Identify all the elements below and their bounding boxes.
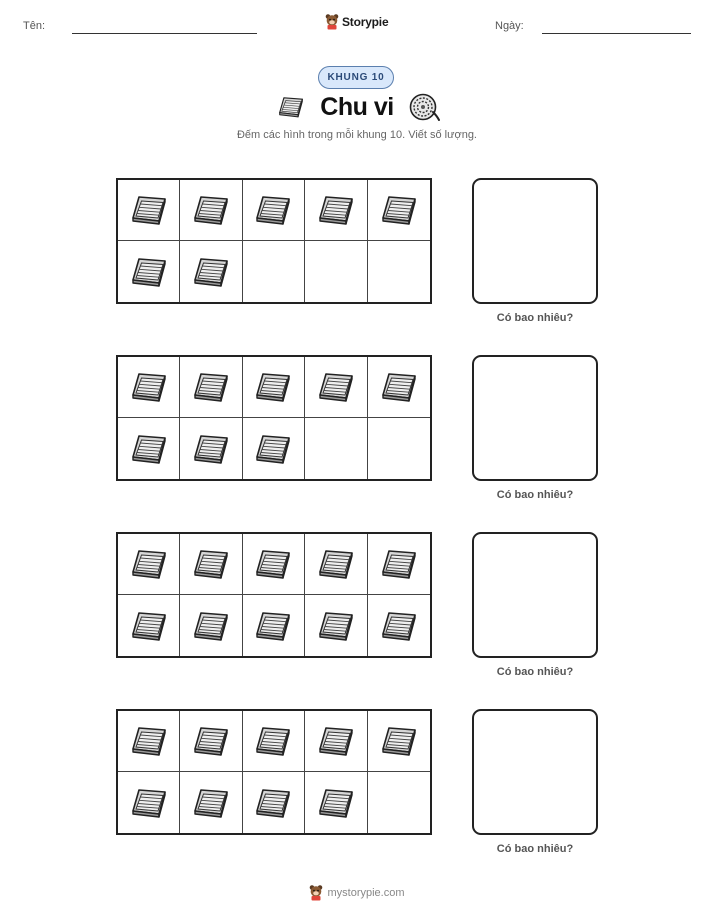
frame-cell: [305, 357, 367, 418]
frame-cell: [368, 772, 430, 833]
tray-icon: [249, 366, 297, 408]
frame-cell: [180, 534, 242, 595]
frame-cell: [305, 711, 367, 772]
tray-icon: [375, 605, 423, 647]
answer-box[interactable]: [472, 178, 598, 304]
frame-cell: [368, 241, 430, 302]
tray-icon: [249, 543, 297, 585]
frame-cell: [243, 595, 305, 656]
frame-cell: [243, 711, 305, 772]
tray-icon: [125, 366, 173, 408]
tray-icon: [125, 543, 173, 585]
instructions: Đếm các hình trong mỗi khung 10. Viết số lượng.: [236, 129, 477, 141]
tray-icon: [375, 366, 423, 408]
brand: [325, 13, 388, 30]
title-row: [0, 92, 714, 122]
tray-icon: [249, 605, 297, 647]
ten-frame: [116, 355, 432, 481]
answer-box[interactable]: [472, 355, 598, 481]
frame-cell: [243, 534, 305, 595]
frame-cell: [368, 595, 430, 656]
frame-cell: [118, 241, 180, 302]
tray-icon: [125, 428, 173, 470]
tray-icon: [249, 189, 297, 231]
name-line[interactable]: [72, 33, 257, 34]
frame-cell: [368, 711, 430, 772]
tray-icon: [187, 782, 235, 824]
frame-cell: [305, 534, 367, 595]
tray-icon: [187, 720, 235, 762]
tray-icon: [249, 720, 297, 762]
tray-icon: [187, 428, 235, 470]
tray-icon: [187, 189, 235, 231]
storypie-logo-icon: [309, 884, 323, 901]
frame-cell: [243, 357, 305, 418]
tray-icon: [125, 605, 173, 647]
answer-question: Có bao nhiêu?: [496, 489, 574, 501]
ten-frame: [116, 709, 432, 835]
answer-box[interactable]: [472, 532, 598, 658]
tray-icon: [375, 543, 423, 585]
frame-cell: [180, 772, 242, 833]
tray-icon: [125, 782, 173, 824]
frame-cell: [243, 241, 305, 302]
tray-icon: [312, 720, 360, 762]
frame-cell: [180, 180, 242, 241]
ten-frame: [116, 532, 432, 658]
tray-icon: [187, 366, 235, 408]
name-label: Tên:: [23, 20, 46, 32]
tray-icon: [125, 189, 173, 231]
date-line[interactable]: [542, 33, 691, 34]
frame-cell: [368, 357, 430, 418]
tray-icon: [312, 543, 360, 585]
answer-question: Có bao nhiêu?: [496, 666, 574, 678]
tray-icon: [274, 92, 308, 122]
frame-cell: [118, 711, 180, 772]
rope-coil-icon: [406, 92, 440, 122]
tray-icon: [375, 189, 423, 231]
frame-cell: [243, 180, 305, 241]
frame-cell: [305, 418, 367, 479]
frame-cell: [180, 241, 242, 302]
answer-box[interactable]: [472, 709, 598, 835]
frame-cell: [118, 418, 180, 479]
tray-icon: [187, 251, 235, 293]
ten-frame: [116, 178, 432, 304]
storypie-logo-icon: [325, 13, 339, 30]
frame-cell: [118, 595, 180, 656]
frame-cell: [305, 595, 367, 656]
tray-icon: [187, 605, 235, 647]
footer: [0, 884, 714, 901]
tray-icon: [249, 428, 297, 470]
frame-cell: [180, 418, 242, 479]
tray-icon: [187, 543, 235, 585]
frame-cell: [243, 418, 305, 479]
frame-cell: [118, 357, 180, 418]
tray-icon: [312, 782, 360, 824]
frame-cell: [180, 711, 242, 772]
frame-cell: [243, 772, 305, 833]
frame-cell: [118, 772, 180, 833]
tray-icon: [125, 251, 173, 293]
frame-cell: [368, 180, 430, 241]
frame-cell: [118, 534, 180, 595]
answer-question: Có bao nhiêu?: [496, 843, 574, 855]
tray-icon: [312, 605, 360, 647]
brand-name: Storypie: [342, 14, 389, 29]
answer-question: Có bao nhiêu?: [496, 312, 574, 324]
frame-cell: [305, 180, 367, 241]
footer-url: mystorypie.com: [327, 886, 405, 899]
frame-cell: [305, 241, 367, 302]
tray-icon: [249, 782, 297, 824]
page-title: Chu vi: [320, 92, 394, 121]
frame-cell: [305, 772, 367, 833]
frame-cell: [368, 418, 430, 479]
tray-icon: [312, 366, 360, 408]
tray-icon: [375, 720, 423, 762]
tray-icon: [125, 720, 173, 762]
frame-cell: [180, 357, 242, 418]
date-label: Ngày:: [495, 20, 524, 32]
frame-cell: [368, 534, 430, 595]
tray-icon: [312, 189, 360, 231]
frame-cell: [180, 595, 242, 656]
frame-cell: [118, 180, 180, 241]
worksheet-type-badge: KHUNG 10: [318, 66, 394, 89]
